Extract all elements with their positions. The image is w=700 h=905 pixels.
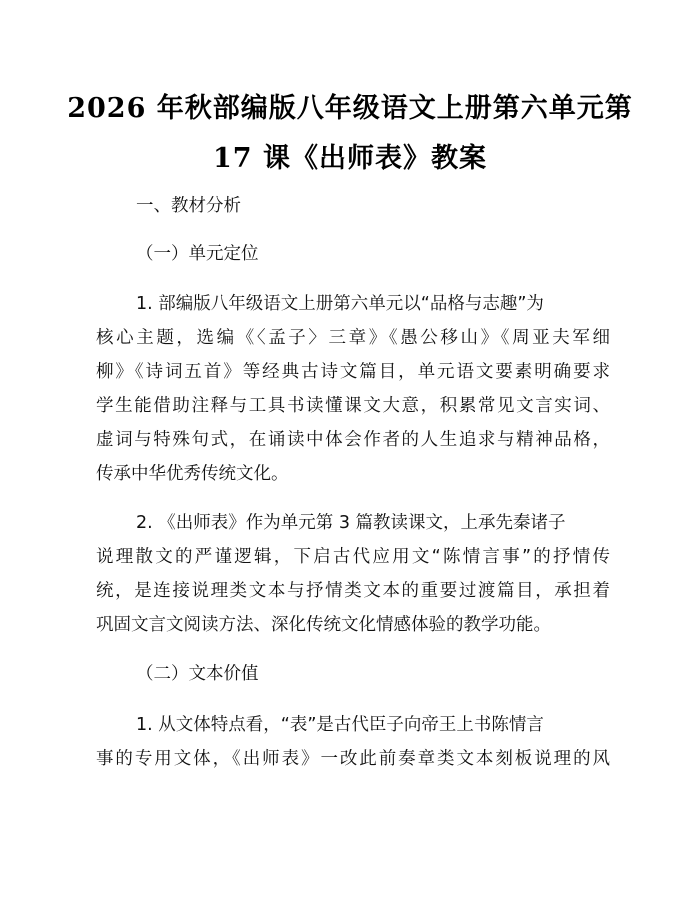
paragraph-unit-theme [96, 287, 610, 491]
document-title-line-1: 2026 年秋部编版八年级语文上册第六单元第 [67, 93, 633, 124]
subsection-heading-unit-positioning: （一）单元定位 [136, 244, 259, 264]
document-title-line-2: 17 课《出师表》教案 [213, 143, 487, 174]
paragraph-line: 虚词与特殊句式，在诵读中体会作者的人生追求与精神品格， [96, 430, 610, 450]
paragraph-line: 说理散文的严谨逻辑，下启古代应用文“陈情言事”的抒情传 [96, 547, 610, 567]
paragraph-line: 统，是连接说理类文本与抒情类文本的重要过渡篇目，承担着 [96, 581, 610, 601]
paragraph-line: 巩固文言文阅读方法、深化传统文化情感体验的教学功能。 [96, 615, 551, 635]
paragraph-line: 传承中华优秀传统文化。 [96, 464, 289, 484]
paragraph-line: 2. 《出师表》作为单元第 3 篇教读课文，上承先秦诸子 [136, 513, 566, 533]
paragraph-text-role [96, 506, 610, 642]
paragraph-line: 柳》《诗词五首》等经典古诗文篇目，单元语文要素明确要求 [96, 362, 610, 382]
section-heading-textbook-analysis: 一、教材分析 [136, 196, 241, 216]
paragraph-line: 核心主题，选编《〈孟子〉三章》《愚公移山》《周亚夫军细 [96, 328, 610, 348]
subsection-heading-text-value: （二）文本价值 [136, 664, 259, 684]
paragraph-line: 1. 部编版八年级语文上册第六单元以“品格与志趣”为 [136, 294, 544, 314]
paragraph-line: 1. 从文体特点看，“表”是古代臣子向帝王上书陈情言 [136, 715, 544, 735]
paragraph-genre-features [96, 708, 610, 776]
paragraph-line: 事的专用文体，《出师表》一改此前奏章类文本刻板说理的风 [96, 749, 610, 769]
paragraph-line: 学生能借助注释与工具书读懂课文大意，积累常见文言实词、 [96, 396, 610, 416]
